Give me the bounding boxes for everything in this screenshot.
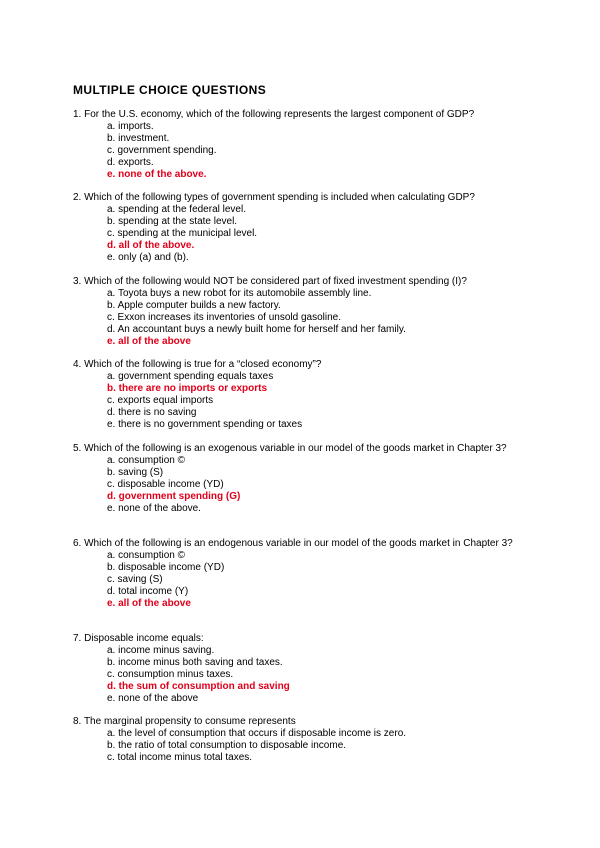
option: c. government spending. xyxy=(107,145,217,156)
option-list xyxy=(107,121,533,181)
question-stem: 5. Which of the following is an exogenous variable in our model of the goods market in Chapter 3? xyxy=(73,443,507,454)
option: c. spending at the municipal level. xyxy=(107,228,258,239)
question-6 xyxy=(73,538,533,610)
option: c. total income minus total taxes. xyxy=(107,752,253,763)
question-5 xyxy=(73,443,533,515)
option: a. spending at the federal level. xyxy=(107,204,246,215)
option: e. there is no government spending or taxes xyxy=(107,419,303,430)
option: a. imports. xyxy=(107,121,154,132)
question-2 xyxy=(73,192,533,264)
option: d. An accountant buys a newly built home for herself and her family. xyxy=(107,324,406,335)
option: e. none of the above xyxy=(107,693,199,704)
option: a. income minus saving. xyxy=(107,645,215,656)
question-stem: 7. Disposable income equals: xyxy=(73,633,204,644)
option: a. government spending equals taxes xyxy=(107,371,274,382)
option: e. only (a) and (b). xyxy=(107,252,189,263)
question-stem: 4. Which of the following is true for a “closed economy”? xyxy=(73,359,322,370)
option: b. investment. xyxy=(107,133,170,144)
question-stem: 1. For the U.S. economy, which of the following represents the largest component of GDP? xyxy=(73,109,475,120)
option-list xyxy=(107,645,533,705)
correct-option: d. government spending (G) xyxy=(107,491,241,502)
option: b. income minus both saving and taxes. xyxy=(107,657,283,668)
option: a. Toyota buys a new robot for its automobile assembly line. xyxy=(107,288,372,299)
option-list xyxy=(107,455,533,515)
question-3 xyxy=(73,276,533,348)
question-7 xyxy=(73,633,533,705)
correct-option: d. the sum of consumption and saving xyxy=(107,681,290,692)
question-stem: 2. Which of the following types of government spending is included when calculating GDP? xyxy=(73,192,475,203)
question-stem: 3. Which of the following would NOT be considered part of fixed investment spending (I)? xyxy=(73,276,467,287)
option: d. exports. xyxy=(107,157,154,168)
option: c. consumption minus taxes. xyxy=(107,669,234,680)
correct-option: e. none of the above. xyxy=(107,169,207,180)
option-list xyxy=(107,728,533,764)
option: a. consumption © xyxy=(107,455,185,466)
option: c. Exxon increases its inventories of unsold gasoline. xyxy=(107,312,342,323)
option-list xyxy=(107,204,533,264)
option: c. exports equal imports xyxy=(107,395,214,406)
option-list xyxy=(107,371,533,431)
page-heading: MULTIPLE CHOICE QUESTIONS xyxy=(73,83,267,97)
option: b. spending at the state level. xyxy=(107,216,238,227)
option: d. there is no saving xyxy=(107,407,197,418)
option: b. disposable income (YD) xyxy=(107,562,225,573)
question-8 xyxy=(73,716,533,764)
option-list xyxy=(107,288,533,348)
option: c. saving (S) xyxy=(107,574,163,585)
correct-option: b. there are no imports or exports xyxy=(107,383,268,394)
option: b. the ratio of total consumption to disposable income. xyxy=(107,740,347,751)
question-4 xyxy=(73,359,533,431)
option: a. consumption © xyxy=(107,550,185,561)
correct-option: d. all of the above. xyxy=(107,240,195,251)
option: c. disposable income (YD) xyxy=(107,479,224,490)
correct-option: e. all of the above xyxy=(107,598,191,609)
option-list xyxy=(107,550,533,610)
question-stem: 6. Which of the following is an endogenous variable in our model of the goods market in Chapter 3? xyxy=(73,538,513,549)
correct-option: e. all of the above xyxy=(107,336,191,347)
question-1 xyxy=(73,109,533,181)
option: a. the level of consumption that occurs if disposable income is zero. xyxy=(107,728,407,739)
question-stem: 8. The marginal propensity to consume represents xyxy=(73,716,296,727)
option: b. Apple computer builds a new factory. xyxy=(107,300,281,311)
option: e. none of the above. xyxy=(107,503,201,514)
option: d. total income (Y) xyxy=(107,586,189,597)
option: b. saving (S) xyxy=(107,467,164,478)
